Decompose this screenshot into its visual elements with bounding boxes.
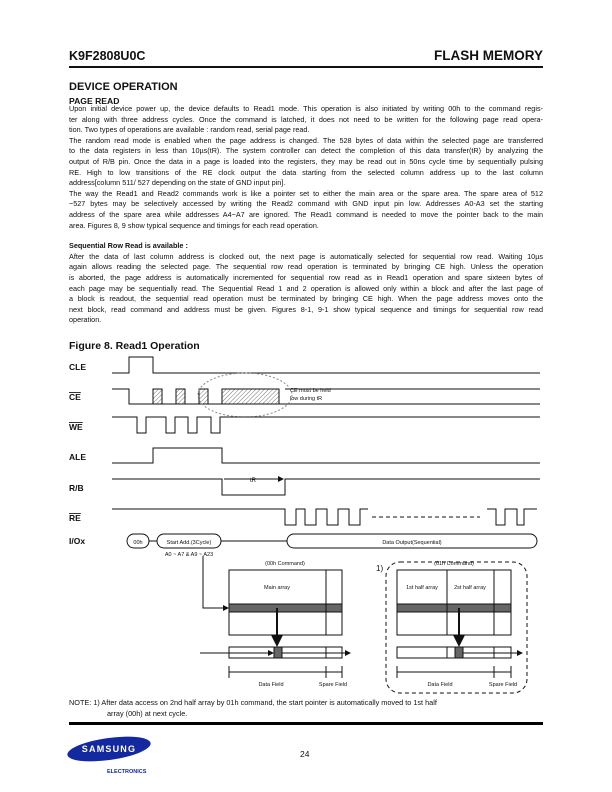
text-line: The way the Read1 and Read2 commands work is like a pointer set to either the main area or the spare area. The spare area of 512 (69, 188, 543, 198)
cle-waveform (112, 357, 540, 373)
page-number: 24 (300, 749, 310, 759)
main-array-label: Main array (264, 585, 290, 591)
ce-note-line2: low during tR (290, 396, 323, 402)
signal-label-ale: ALE (69, 452, 86, 462)
text-line: again allows reading the selected page. The sequential row read operation is terminated by bringing CE high. Unless the operation (69, 262, 543, 272)
text-line: a block is readout, the sequential read operation must be terminated by bringing CE high. When the page address moves onto the (69, 294, 543, 304)
right-data-field-label: Data Field (427, 682, 453, 688)
second-half-label: 2st half array (454, 585, 486, 591)
text-line: output of R/B pin. Once the data in a page is loaded into the registers, they may be read out in 50ns cycle time by sequentially pulsing (69, 156, 543, 166)
io-data: Data Output(Sequential) (382, 540, 442, 546)
signal-label-cle: CLE (69, 362, 86, 372)
ce-hatched-pulses (153, 389, 279, 404)
footer-divider (69, 722, 543, 725)
main-array-diagram (229, 561, 350, 688)
logo-subtext: ELECTRONICS (107, 769, 147, 775)
doc-title: FLASH MEMORY (434, 48, 543, 63)
logo-text: SAMSUNG (81, 744, 137, 754)
signal-label-ce: CE (69, 392, 81, 402)
signal-label-rb: R/B (69, 483, 84, 493)
io-addr: Start Add.(3Cycle) (166, 540, 212, 546)
samsung-logo (66, 732, 152, 775)
tr-label: tR (250, 478, 256, 484)
sequential-heading: Sequential Row Read is available : (69, 241, 188, 251)
text-line: After the data of last column address is clocked out, the next page is automatically selected for sequential row read. Waiting 10µs (69, 251, 543, 261)
text-line: ter along with three address cycles. Once the command is latched, it does not need to be written for the following page read opera- (69, 114, 543, 124)
subsection-title: PAGE READ (69, 96, 120, 106)
ce-note-line1: CE must be held (290, 388, 331, 394)
rb-waveform (112, 479, 540, 495)
signal-label-we: WE (69, 422, 83, 432)
text-line: address of the spare area while addresses A4~A7 are ignored. The Read1 command is needed to move the pointer back to the main (69, 209, 543, 219)
text-line: next block, read command and address must be given. Figures 8-1, 9-1 show typical sequence and timings for sequential row read (69, 304, 543, 314)
part-number: K9F2808U0C (69, 49, 146, 63)
text-line: area. Figures 8, 9 show typical sequence and timings for each read operation. (69, 220, 319, 230)
left-data-field-label: Data Field (258, 682, 284, 688)
text-line: tion. Two types of operations are available : random read, serial page read. (69, 125, 310, 135)
half-array-diagram (376, 561, 527, 693)
text-line: to the data registers in less than 10µs(tR). The system controller can detect the completion of this data transfer(tR) by analyzing the (69, 146, 543, 156)
ale-waveform (112, 448, 540, 463)
text-line: is aborted, the page address is automatically incremented for sequential row read as in Read1 operation and spare sixteen bytes of (69, 272, 543, 282)
signal-label-io: I/Ox (69, 536, 86, 546)
io-addr-bits: A0 ~ A7 & A9 ~ A23 (164, 552, 214, 558)
note-line: array (00h) at next cycle. (107, 708, 188, 718)
io-cmd: 00h (133, 540, 143, 546)
page-select-arrow (203, 556, 228, 608)
figure-title: Figure 8. Read1 Operation (69, 340, 200, 352)
text-line: each page may be sequentially read. The Sequential Read 1 and 2 operation is allowed only within a block and after the last page of (69, 283, 543, 293)
footnote-marker: 1) (376, 564, 384, 573)
left-array-command: (00h Command) (265, 561, 305, 567)
text-line: The random read mode is enabled when the page address is changed. The 528 bytes of data within the selected page are transferred (69, 135, 543, 145)
right-spare-field-label: Spare Field (488, 682, 518, 688)
first-half-label: 1st half array (406, 585, 438, 591)
section-title: DEVICE OPERATION (69, 81, 178, 93)
text-line: ~527 bytes may be selectively accessed by writing the Read2 command with GND input pin low. Addresses A0-A3 set the starting (69, 199, 543, 209)
we-waveform (112, 417, 540, 433)
figure-note (69, 698, 437, 719)
text-line: Upon initial device power up, the device defaults to Read1 mode. This operation is also initiated by writing 00h to the command regis- (69, 104, 543, 113)
signal-label-re: RE (69, 513, 81, 523)
text-line: operation. (69, 315, 102, 325)
note-line: NOTE: 1) After data access on 2nd half array by 01h command, the start pointer is automatically moved to 1st half (69, 698, 437, 707)
right-array-command: (01h Command) (434, 561, 474, 567)
text-line: address[column 511/ 527 depending on the state of GND input pin]. (69, 178, 286, 188)
text-line: RE. High to low transitions of the RE clock output the data starting from the selected column address up to the last column (69, 167, 543, 177)
left-spare-field-label: Spare Field (318, 682, 348, 688)
